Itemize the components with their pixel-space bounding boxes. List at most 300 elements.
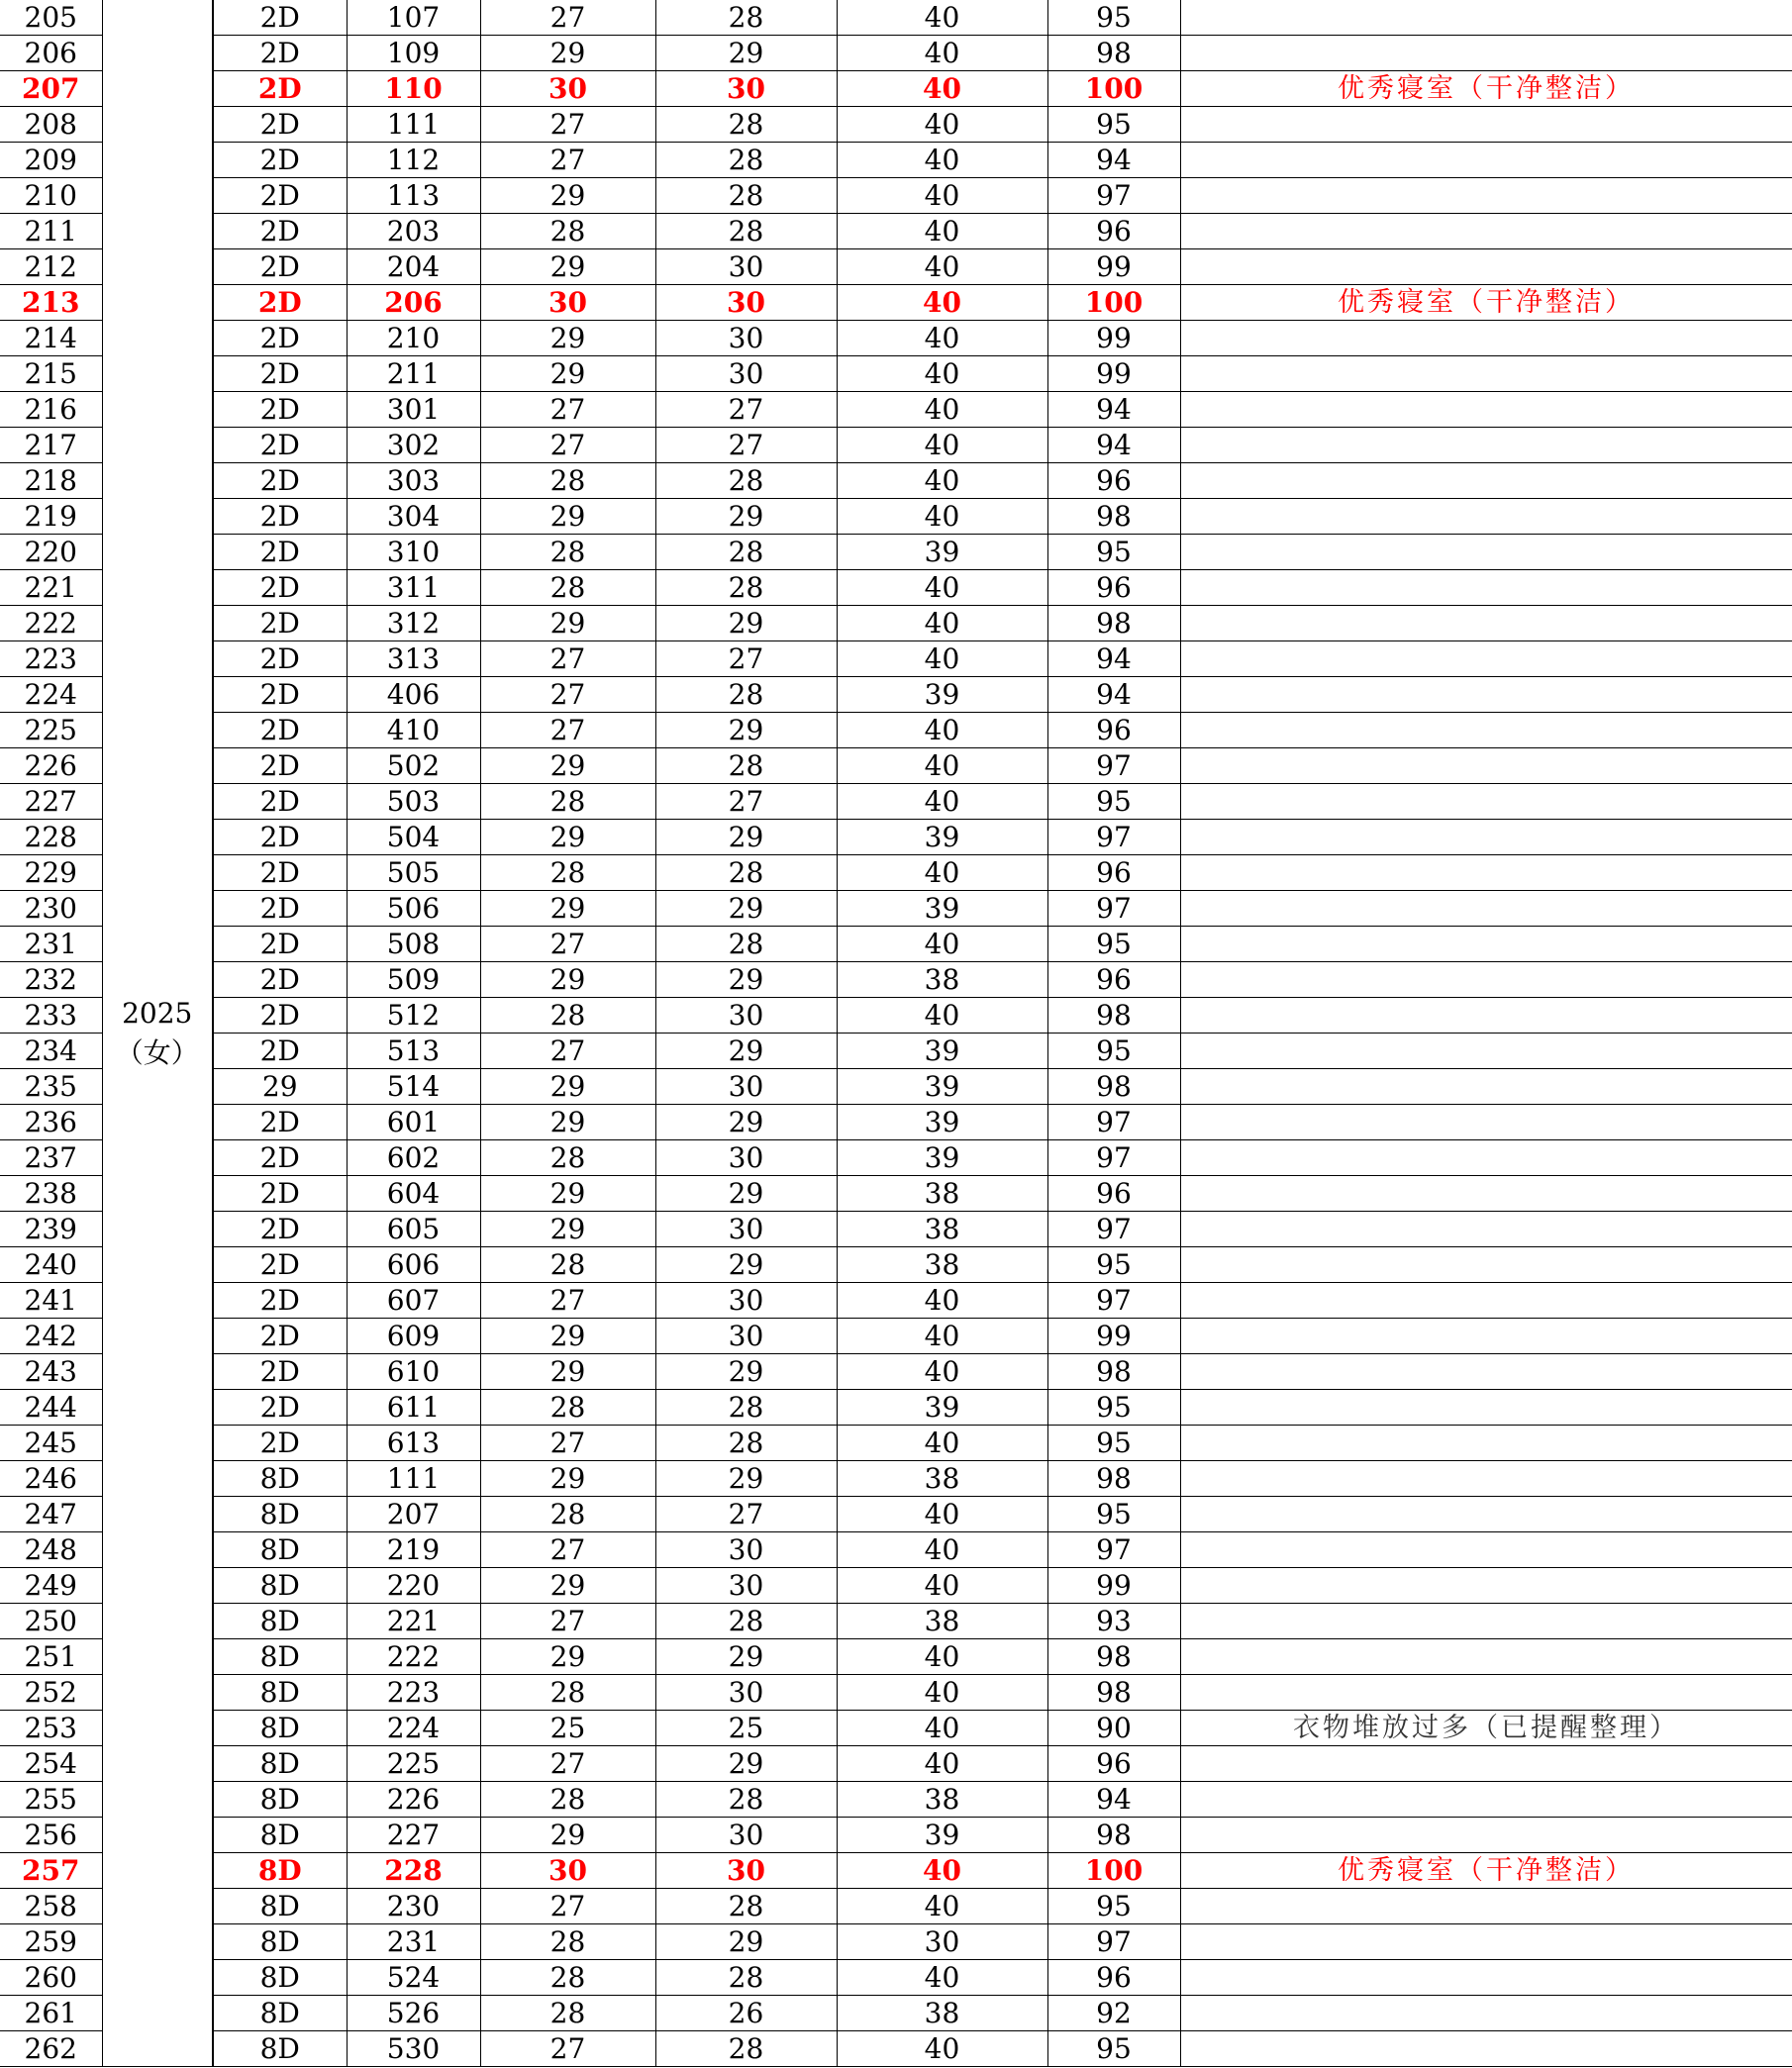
row-number-cell: 255 <box>0 1782 102 1818</box>
score-2-cell: 30 <box>655 1140 837 1176</box>
row-number-cell: 216 <box>0 392 102 428</box>
row-number-cell: 261 <box>0 1996 102 2031</box>
score-3-cell: 39 <box>837 1818 1047 1853</box>
room-number-cell: 313 <box>347 641 480 677</box>
table-row <box>0 927 1792 962</box>
score-1-cell: 29 <box>480 1176 655 1212</box>
score-2-cell: 30 <box>655 1853 837 1889</box>
table-row <box>0 107 1792 143</box>
remark-cell <box>1180 1034 1792 1069</box>
row-number-cell: 225 <box>0 713 102 748</box>
remark-cell <box>1180 0 1792 36</box>
room-number-cell: 112 <box>347 143 480 178</box>
room-number-cell: 224 <box>347 1711 480 1746</box>
row-number-cell: 240 <box>0 1247 102 1283</box>
score-2-cell: 29 <box>655 499 837 535</box>
remark-cell <box>1180 1247 1792 1283</box>
table-row <box>0 249 1792 285</box>
remark-cell <box>1180 1639 1792 1675</box>
room-number-cell: 311 <box>347 570 480 606</box>
building-cell: 2D <box>213 107 347 143</box>
score-2-cell: 29 <box>655 1105 837 1140</box>
total-score-cell: 99 <box>1047 321 1180 356</box>
room-number-cell: 610 <box>347 1354 480 1390</box>
score-1-cell: 29 <box>480 748 655 784</box>
room-number-cell: 410 <box>347 713 480 748</box>
table-row <box>0 143 1792 178</box>
table-row <box>0 214 1792 249</box>
score-3-cell: 40 <box>837 1568 1047 1604</box>
score-2-cell: 25 <box>655 1711 837 1746</box>
row-number-cell: 248 <box>0 1532 102 1568</box>
score-2-cell: 29 <box>655 1639 837 1675</box>
room-number-cell: 301 <box>347 392 480 428</box>
remark-cell <box>1180 1354 1792 1390</box>
score-2-cell: 29 <box>655 1461 837 1497</box>
table-row <box>0 0 1792 36</box>
table-row <box>0 71 1792 107</box>
building-cell: 2D <box>213 1319 347 1354</box>
room-number-cell: 506 <box>347 891 480 927</box>
score-2-cell: 30 <box>655 1283 837 1319</box>
room-number-cell: 406 <box>347 677 480 713</box>
score-2-cell: 30 <box>655 249 837 285</box>
row-number-cell: 258 <box>0 1889 102 1924</box>
score-2-cell: 28 <box>655 0 837 36</box>
total-score-cell: 97 <box>1047 1105 1180 1140</box>
row-number-cell: 227 <box>0 784 102 820</box>
score-3-cell: 40 <box>837 1746 1047 1782</box>
remark-cell <box>1180 1069 1792 1105</box>
score-2-cell: 28 <box>655 855 837 891</box>
score-2-cell: 29 <box>655 713 837 748</box>
total-score-cell: 95 <box>1047 927 1180 962</box>
score-2-cell: 29 <box>655 606 837 641</box>
row-number-cell: 238 <box>0 1176 102 1212</box>
remark-cell <box>1180 1497 1792 1532</box>
total-score-cell: 94 <box>1047 1782 1180 1818</box>
remark-cell <box>1180 214 1792 249</box>
table-row <box>0 1711 1792 1746</box>
score-1-cell: 29 <box>480 606 655 641</box>
score-2-cell: 28 <box>655 677 837 713</box>
table-row <box>0 1639 1792 1675</box>
room-number-cell: 207 <box>347 1497 480 1532</box>
score-1-cell: 29 <box>480 249 655 285</box>
score-3-cell: 38 <box>837 1212 1047 1247</box>
total-score-cell: 96 <box>1047 713 1180 748</box>
table-row <box>0 1853 1792 1889</box>
remark-cell <box>1180 855 1792 891</box>
score-3-cell: 40 <box>837 428 1047 463</box>
total-score-cell: 98 <box>1047 1461 1180 1497</box>
score-3-cell: 40 <box>837 1532 1047 1568</box>
remark-cell <box>1180 820 1792 855</box>
room-number-cell: 211 <box>347 356 480 392</box>
score-2-cell: 28 <box>655 107 837 143</box>
row-number-cell: 208 <box>0 107 102 143</box>
building-cell: 2D <box>213 1426 347 1461</box>
row-number-cell: 231 <box>0 927 102 962</box>
table-row <box>0 1176 1792 1212</box>
room-number-cell: 111 <box>347 107 480 143</box>
total-score-cell: 97 <box>1047 1283 1180 1319</box>
score-3-cell: 40 <box>837 784 1047 820</box>
table-row <box>0 428 1792 463</box>
total-score-cell: 96 <box>1047 1176 1180 1212</box>
score-2-cell: 30 <box>655 356 837 392</box>
score-1-cell: 28 <box>480 1782 655 1818</box>
building-cell: 2D <box>213 71 347 107</box>
room-number-cell: 607 <box>347 1283 480 1319</box>
total-score-cell: 94 <box>1047 392 1180 428</box>
room-number-cell: 302 <box>347 428 480 463</box>
room-number-cell: 502 <box>347 748 480 784</box>
score-1-cell: 29 <box>480 1105 655 1140</box>
score-2-cell: 28 <box>655 463 837 499</box>
remark-cell <box>1180 927 1792 962</box>
remark-cell <box>1180 677 1792 713</box>
row-number-cell: 206 <box>0 36 102 71</box>
total-score-cell: 97 <box>1047 1140 1180 1176</box>
total-score-cell: 95 <box>1047 1247 1180 1283</box>
room-number-cell: 303 <box>347 463 480 499</box>
score-1-cell: 25 <box>480 1711 655 1746</box>
score-2-cell: 28 <box>655 1889 837 1924</box>
total-score-cell: 95 <box>1047 1034 1180 1069</box>
total-score-cell: 95 <box>1047 535 1180 570</box>
remark-cell <box>1180 1604 1792 1639</box>
total-score-cell: 99 <box>1047 1568 1180 1604</box>
remark-cell <box>1180 1782 1792 1818</box>
room-number-cell: 221 <box>347 1604 480 1639</box>
room-number-cell: 219 <box>347 1532 480 1568</box>
score-1-cell: 27 <box>480 1889 655 1924</box>
score-2-cell: 29 <box>655 1746 837 1782</box>
table-row <box>0 1675 1792 1711</box>
score-2-cell: 28 <box>655 214 837 249</box>
remark-cell: 优秀寝室（干净整洁） <box>1180 285 1792 321</box>
score-2-cell: 29 <box>655 891 837 927</box>
remark-cell <box>1180 107 1792 143</box>
row-number-cell: 252 <box>0 1675 102 1711</box>
score-3-cell: 38 <box>837 1996 1047 2031</box>
table-row <box>0 499 1792 535</box>
total-score-cell: 92 <box>1047 1996 1180 2031</box>
building-cell: 2D <box>213 1034 347 1069</box>
remark-cell <box>1180 606 1792 641</box>
building-cell: 2D <box>213 1247 347 1283</box>
score-1-cell: 29 <box>480 1461 655 1497</box>
score-2-cell: 28 <box>655 1960 837 1996</box>
group-gender: （女） <box>115 1035 199 1069</box>
building-cell: 2D <box>213 463 347 499</box>
remark-cell <box>1180 499 1792 535</box>
remark-cell <box>1180 1818 1792 1853</box>
score-3-cell: 40 <box>837 998 1047 1034</box>
score-3-cell: 39 <box>837 535 1047 570</box>
building-cell: 8D <box>213 1497 347 1532</box>
building-cell: 8D <box>213 1782 347 1818</box>
score-3-cell: 40 <box>837 748 1047 784</box>
score-3-cell: 40 <box>837 321 1047 356</box>
total-score-cell: 99 <box>1047 249 1180 285</box>
table-row <box>0 784 1792 820</box>
row-number-cell: 256 <box>0 1818 102 1853</box>
building-cell: 2D <box>213 178 347 214</box>
table-row <box>0 1140 1792 1176</box>
score-3-cell: 40 <box>837 356 1047 392</box>
score-1-cell: 28 <box>480 535 655 570</box>
score-3-cell: 40 <box>837 178 1047 214</box>
score-1-cell: 29 <box>480 1069 655 1105</box>
row-number-cell: 213 <box>0 285 102 321</box>
score-1-cell: 28 <box>480 784 655 820</box>
building-cell: 2D <box>213 1283 347 1319</box>
room-number-cell: 210 <box>347 321 480 356</box>
score-3-cell: 39 <box>837 1105 1047 1140</box>
row-number-cell: 253 <box>0 1711 102 1746</box>
score-1-cell: 28 <box>480 1675 655 1711</box>
score-1-cell: 29 <box>480 356 655 392</box>
row-number-cell: 241 <box>0 1283 102 1319</box>
score-1-cell: 29 <box>480 1639 655 1675</box>
total-score-cell: 94 <box>1047 641 1180 677</box>
score-2-cell: 27 <box>655 428 837 463</box>
building-cell: 8D <box>213 1675 347 1711</box>
table-row <box>0 1390 1792 1426</box>
row-number-cell: 262 <box>0 2031 102 2067</box>
remark-cell <box>1180 463 1792 499</box>
building-cell: 2D <box>213 606 347 641</box>
score-3-cell: 40 <box>837 499 1047 535</box>
table-row <box>0 570 1792 606</box>
building-cell: 8D <box>213 1960 347 1996</box>
room-number-cell: 514 <box>347 1069 480 1105</box>
remark-cell <box>1180 1889 1792 1924</box>
remark-cell <box>1180 1105 1792 1140</box>
remark-cell <box>1180 1746 1792 1782</box>
score-3-cell: 38 <box>837 962 1047 998</box>
table-row <box>0 1105 1792 1140</box>
remark-cell <box>1180 1283 1792 1319</box>
remark-cell <box>1180 1996 1792 2031</box>
building-cell: 2D <box>213 641 347 677</box>
score-2-cell: 29 <box>655 1247 837 1283</box>
room-number-cell: 503 <box>347 784 480 820</box>
table-row <box>0 1319 1792 1354</box>
score-3-cell: 40 <box>837 392 1047 428</box>
score-3-cell: 40 <box>837 107 1047 143</box>
room-number-cell: 606 <box>347 1247 480 1283</box>
remark-cell: 优秀寝室（干净整洁） <box>1180 1853 1792 1889</box>
score-2-cell: 29 <box>655 1176 837 1212</box>
total-score-cell: 98 <box>1047 36 1180 71</box>
score-3-cell: 40 <box>837 1319 1047 1354</box>
row-number-cell: 212 <box>0 249 102 285</box>
table-row <box>0 641 1792 677</box>
score-3-cell: 40 <box>837 641 1047 677</box>
room-number-cell: 304 <box>347 499 480 535</box>
table-row <box>0 1497 1792 1532</box>
building-cell: 2D <box>213 962 347 998</box>
score-2-cell: 28 <box>655 748 837 784</box>
score-2-cell: 28 <box>655 1604 837 1639</box>
score-1-cell: 27 <box>480 0 655 36</box>
room-number-cell: 602 <box>347 1140 480 1176</box>
score-1-cell: 27 <box>480 1283 655 1319</box>
table-row <box>0 1818 1792 1853</box>
remark-cell <box>1180 2031 1792 2067</box>
remark-cell <box>1180 321 1792 356</box>
score-2-cell: 29 <box>655 820 837 855</box>
room-number-cell: 609 <box>347 1319 480 1354</box>
row-number-cell: 239 <box>0 1212 102 1247</box>
row-number-cell: 242 <box>0 1319 102 1354</box>
building-cell: 2D <box>213 855 347 891</box>
remark-cell <box>1180 962 1792 998</box>
total-score-cell: 95 <box>1047 1889 1180 1924</box>
score-1-cell: 29 <box>480 1354 655 1390</box>
total-score-cell: 95 <box>1047 1390 1180 1426</box>
building-cell: 8D <box>213 1996 347 2031</box>
row-number-cell: 232 <box>0 962 102 998</box>
total-score-cell: 95 <box>1047 1426 1180 1461</box>
remark-cell <box>1180 356 1792 392</box>
score-2-cell: 28 <box>655 570 837 606</box>
table-row <box>0 285 1792 321</box>
remark-cell <box>1180 891 1792 927</box>
room-number-cell: 203 <box>347 214 480 249</box>
room-number-cell: 504 <box>347 820 480 855</box>
score-3-cell: 39 <box>837 1069 1047 1105</box>
table-row <box>0 1960 1792 1996</box>
building-cell: 8D <box>213 1532 347 1568</box>
row-number-cell: 246 <box>0 1461 102 1497</box>
score-1-cell: 29 <box>480 36 655 71</box>
row-number-cell: 235 <box>0 1069 102 1105</box>
table-row <box>0 1746 1792 1782</box>
building-cell: 2D <box>213 748 347 784</box>
score-2-cell: 28 <box>655 1426 837 1461</box>
row-number-cell: 209 <box>0 143 102 178</box>
row-number-cell: 224 <box>0 677 102 713</box>
room-number-cell: 109 <box>347 36 480 71</box>
remark-cell <box>1180 748 1792 784</box>
remark-cell <box>1180 249 1792 285</box>
score-3-cell: 39 <box>837 1140 1047 1176</box>
score-1-cell: 28 <box>480 1247 655 1283</box>
group-label-cell <box>102 0 213 2067</box>
total-score-cell: 97 <box>1047 1924 1180 1960</box>
row-number-cell: 237 <box>0 1140 102 1176</box>
row-number-cell: 218 <box>0 463 102 499</box>
total-score-cell: 98 <box>1047 1069 1180 1105</box>
table-row <box>0 855 1792 891</box>
table-row <box>0 962 1792 998</box>
building-cell: 2D <box>213 36 347 71</box>
score-3-cell: 40 <box>837 1960 1047 1996</box>
room-number-cell: 604 <box>347 1176 480 1212</box>
score-3-cell: 40 <box>837 0 1047 36</box>
table-row <box>0 392 1792 428</box>
room-number-cell: 227 <box>347 1818 480 1853</box>
total-score-cell: 98 <box>1047 1675 1180 1711</box>
building-cell: 2D <box>213 214 347 249</box>
remark-cell <box>1180 1461 1792 1497</box>
score-1-cell: 29 <box>480 1568 655 1604</box>
total-score-cell: 100 <box>1047 1853 1180 1889</box>
remark-cell <box>1180 392 1792 428</box>
score-2-cell: 30 <box>655 71 837 107</box>
row-number-cell: 221 <box>0 570 102 606</box>
room-number-cell: 526 <box>347 1996 480 2031</box>
score-1-cell: 29 <box>480 820 655 855</box>
score-3-cell: 40 <box>837 36 1047 71</box>
table-row <box>0 178 1792 214</box>
remark-cell <box>1180 143 1792 178</box>
remark-cell <box>1180 36 1792 71</box>
score-2-cell: 29 <box>655 1034 837 1069</box>
table-row <box>0 2031 1792 2067</box>
score-2-cell: 30 <box>655 285 837 321</box>
room-number-cell: 508 <box>347 927 480 962</box>
total-score-cell: 95 <box>1047 1497 1180 1532</box>
building-cell: 2D <box>213 499 347 535</box>
row-number-cell: 215 <box>0 356 102 392</box>
score-2-cell: 28 <box>655 1390 837 1426</box>
building-cell: 2D <box>213 713 347 748</box>
row-number-cell: 230 <box>0 891 102 927</box>
remark-cell <box>1180 1532 1792 1568</box>
score-2-cell: 28 <box>655 535 837 570</box>
total-score-cell: 95 <box>1047 2031 1180 2067</box>
table-row <box>0 1034 1792 1069</box>
score-1-cell: 30 <box>480 285 655 321</box>
room-number-cell: 222 <box>347 1639 480 1675</box>
building-cell: 2D <box>213 535 347 570</box>
score-1-cell: 27 <box>480 713 655 748</box>
score-2-cell: 27 <box>655 392 837 428</box>
total-score-cell: 93 <box>1047 1604 1180 1639</box>
table-row <box>0 321 1792 356</box>
room-number-cell: 231 <box>347 1924 480 1960</box>
row-number-cell: 254 <box>0 1746 102 1782</box>
building-cell: 8D <box>213 1604 347 1639</box>
score-2-cell: 30 <box>655 1212 837 1247</box>
score-3-cell: 38 <box>837 1604 1047 1639</box>
building-cell: 2D <box>213 428 347 463</box>
score-1-cell: 30 <box>480 1853 655 1889</box>
score-1-cell: 29 <box>480 962 655 998</box>
table-row <box>0 748 1792 784</box>
score-2-cell: 27 <box>655 1497 837 1532</box>
score-3-cell: 40 <box>837 570 1047 606</box>
score-1-cell: 27 <box>480 927 655 962</box>
score-2-cell: 28 <box>655 1782 837 1818</box>
remark-cell <box>1180 641 1792 677</box>
row-number-cell: 228 <box>0 820 102 855</box>
room-number-cell: 601 <box>347 1105 480 1140</box>
total-score-cell: 97 <box>1047 820 1180 855</box>
table-row <box>0 891 1792 927</box>
building-cell: 2D <box>213 249 347 285</box>
row-number-cell: 245 <box>0 1426 102 1461</box>
score-1-cell: 27 <box>480 677 655 713</box>
building-cell: 8D <box>213 1711 347 1746</box>
building-cell: 8D <box>213 2031 347 2067</box>
score-1-cell: 29 <box>480 891 655 927</box>
